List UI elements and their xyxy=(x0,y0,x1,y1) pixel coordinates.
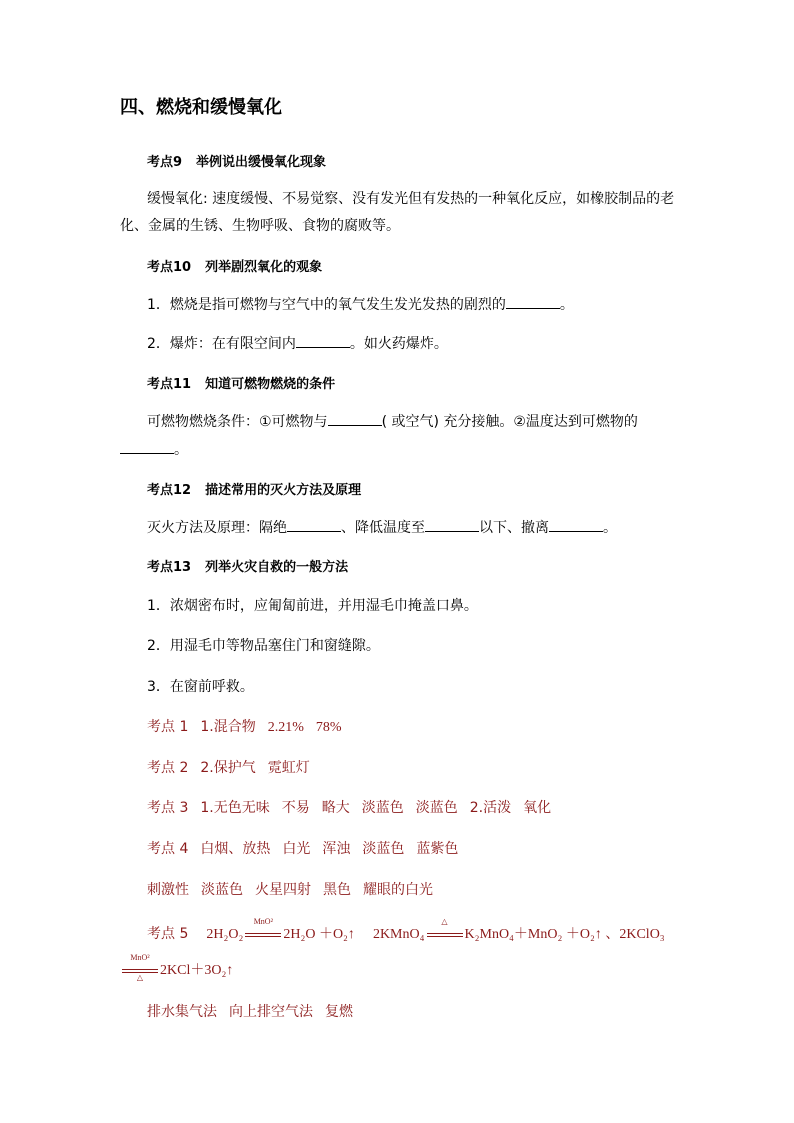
kp11-heading xyxy=(147,375,335,395)
reaction-condition-arrow xyxy=(120,953,160,982)
heat-symbol: △ xyxy=(136,973,144,982)
reaction-condition-arrow xyxy=(425,917,465,943)
answer-3-label: 考点 3 xyxy=(147,800,189,816)
kp10-heading xyxy=(147,258,322,278)
kp10-item2-text: 爆炸：在有限空间内 xyxy=(169,336,296,352)
answer-1-value1: 2.21% xyxy=(267,720,304,735)
kp12-label: 考点12 xyxy=(147,483,192,498)
kp9-title: 举例说出缓慢氧化现象 xyxy=(196,155,327,170)
kp11-line2 xyxy=(120,440,188,460)
fill-blank xyxy=(120,440,174,454)
answer-3-item: 氧化 xyxy=(523,800,552,816)
reaction-condition-arrow xyxy=(243,917,283,943)
answer-5b-item: 复燃 xyxy=(325,1004,353,1020)
kp13-item2: 2．用湿毛巾等物品塞住门和窗缝隙。 xyxy=(147,638,380,654)
answer-3-item: 淡蓝色 xyxy=(361,800,404,816)
answer-4-continued xyxy=(147,880,433,900)
answer-4-label: 考点 4 xyxy=(147,841,189,857)
equation-2-right: K₂MnO₄＋MnO₂ ＋O₂↑ 、2KClO₃ xyxy=(464,927,665,942)
kp11-line1 xyxy=(147,412,638,432)
answer-2-text2: 霓虹灯 xyxy=(267,760,310,776)
kp10-title: 列举剧烈氧化的观象 xyxy=(205,260,323,275)
answer-4b-item: 淡蓝色 xyxy=(201,882,243,898)
catalyst-label: MnO² xyxy=(253,917,273,926)
section-title: 四、燃烧和缓慢氧化 xyxy=(120,97,282,118)
answer-1 xyxy=(147,717,342,738)
kp11-line1-b: ( 或空气) 充分接触。②温度达到可燃物的 xyxy=(381,414,638,430)
fill-blank xyxy=(425,518,479,532)
fill-blank xyxy=(287,518,341,532)
answer-5-continued xyxy=(147,1002,353,1022)
kp13-title: 列举火灾自救的一般方法 xyxy=(205,560,349,575)
kp12-title: 描述常用的灭火方法及原理 xyxy=(205,483,362,498)
kp12-text-d: 。 xyxy=(603,520,617,536)
heat-symbol: △ xyxy=(441,917,448,926)
fill-blank xyxy=(296,334,350,348)
answer-1-label: 考点 1 xyxy=(147,719,189,735)
answer-4-item: 浑浊 xyxy=(322,841,351,857)
kp13-item1: 1．浓烟密布时，应匍匐前进，并用湿毛巾掩盖口鼻。 xyxy=(147,598,478,614)
answer-3-item: 2.活泼 xyxy=(469,800,512,816)
answer-3 xyxy=(147,798,551,818)
kp12-text-c: 以下、撤离 xyxy=(479,520,549,536)
answer-2 xyxy=(147,758,310,778)
answer-4b-item: 刺激性 xyxy=(147,882,189,898)
answer-5b-item: 排水集气法 xyxy=(147,1004,217,1020)
answer-4-item: 蓝紫色 xyxy=(416,841,459,857)
kp11-label: 考点11 xyxy=(147,377,192,392)
answer-3-item: 淡蓝色 xyxy=(415,800,458,816)
kp12-heading xyxy=(147,481,361,501)
answer-5-equation-3 xyxy=(120,953,234,982)
equation-1-left: 2H₂O₂ xyxy=(206,927,244,942)
answer-2-text1: 2.保护气 xyxy=(200,760,256,776)
answer-4b-item: 耀眼的白光 xyxy=(363,882,433,898)
kp11-line1-a: 可燃物燃烧条件：①可燃物与 xyxy=(147,414,328,430)
kp10-item1-text: 燃烧是指可燃物与空气中的氧气发生发光发热的剧烈的 xyxy=(169,297,506,313)
fill-blank xyxy=(328,412,382,426)
kp13-item3: 3．在窗前呼救。 xyxy=(147,679,254,695)
answer-4-item: 白烟、放热 xyxy=(200,841,271,857)
kp10-label: 考点10 xyxy=(147,260,192,275)
fill-blank xyxy=(549,518,603,532)
answer-4 xyxy=(147,839,458,859)
equation-1-right: 2H₂O ＋O₂↑ xyxy=(283,927,355,942)
kp9-heading xyxy=(147,153,326,173)
answer-2-label: 考点 2 xyxy=(147,760,189,776)
kp10-item1-end: 。 xyxy=(559,297,574,313)
answer-4b-item: 黑色 xyxy=(323,882,351,898)
answer-5b-item: 向上排空气法 xyxy=(229,1004,313,1020)
answer-3-item: 略大 xyxy=(321,800,350,816)
answer-4-item: 白光 xyxy=(282,841,311,857)
kp10-item2-end: 。如火药爆炸。 xyxy=(349,336,448,352)
answer-4-item: 淡蓝色 xyxy=(362,841,405,857)
answer-1-value2: 78% xyxy=(315,720,342,735)
kp10-item2 xyxy=(147,334,448,354)
fill-blank xyxy=(506,295,560,309)
kp11-line2-end: 。 xyxy=(174,442,188,458)
kp9-line2: 化、金属的生锈、生物呼吸、食物的腐败等。 xyxy=(120,218,400,234)
kp10-item1-num: 1． xyxy=(147,297,170,313)
equation-3-right: 2KCl＋3O₂↑ xyxy=(160,963,234,978)
kp10-item2-num: 2． xyxy=(147,336,170,352)
kp12-text-a: 灭火方法及原理：隔绝 xyxy=(147,520,287,536)
kp10-item1 xyxy=(147,295,574,315)
catalyst-label: MnO² xyxy=(130,953,150,962)
kp13-heading xyxy=(147,558,348,578)
kp11-title: 知道可燃物燃烧的条件 xyxy=(205,377,336,392)
answer-5 xyxy=(147,917,665,945)
equation-2-left: 2KMnO₄ xyxy=(372,927,425,942)
kp9-line1: 缓慢氧化: 速度缓慢、不易觉察、没有发光但有发热的一种氧化反应，如橡胶制品的老 xyxy=(147,191,675,207)
answer-5-label: 考点 5 xyxy=(147,926,189,942)
kp13-label: 考点13 xyxy=(147,560,192,575)
answer-4b-item: 火星四射 xyxy=(255,882,311,898)
answer-3-item: 不易 xyxy=(281,800,310,816)
kp9-label: 考点9 xyxy=(147,155,183,170)
answer-1-text: 1.混合物 xyxy=(200,719,256,735)
answer-3-item: 1.无色无味 xyxy=(200,800,270,816)
kp12-text xyxy=(147,518,617,538)
kp12-text-b: 、降低温度至 xyxy=(341,520,425,536)
